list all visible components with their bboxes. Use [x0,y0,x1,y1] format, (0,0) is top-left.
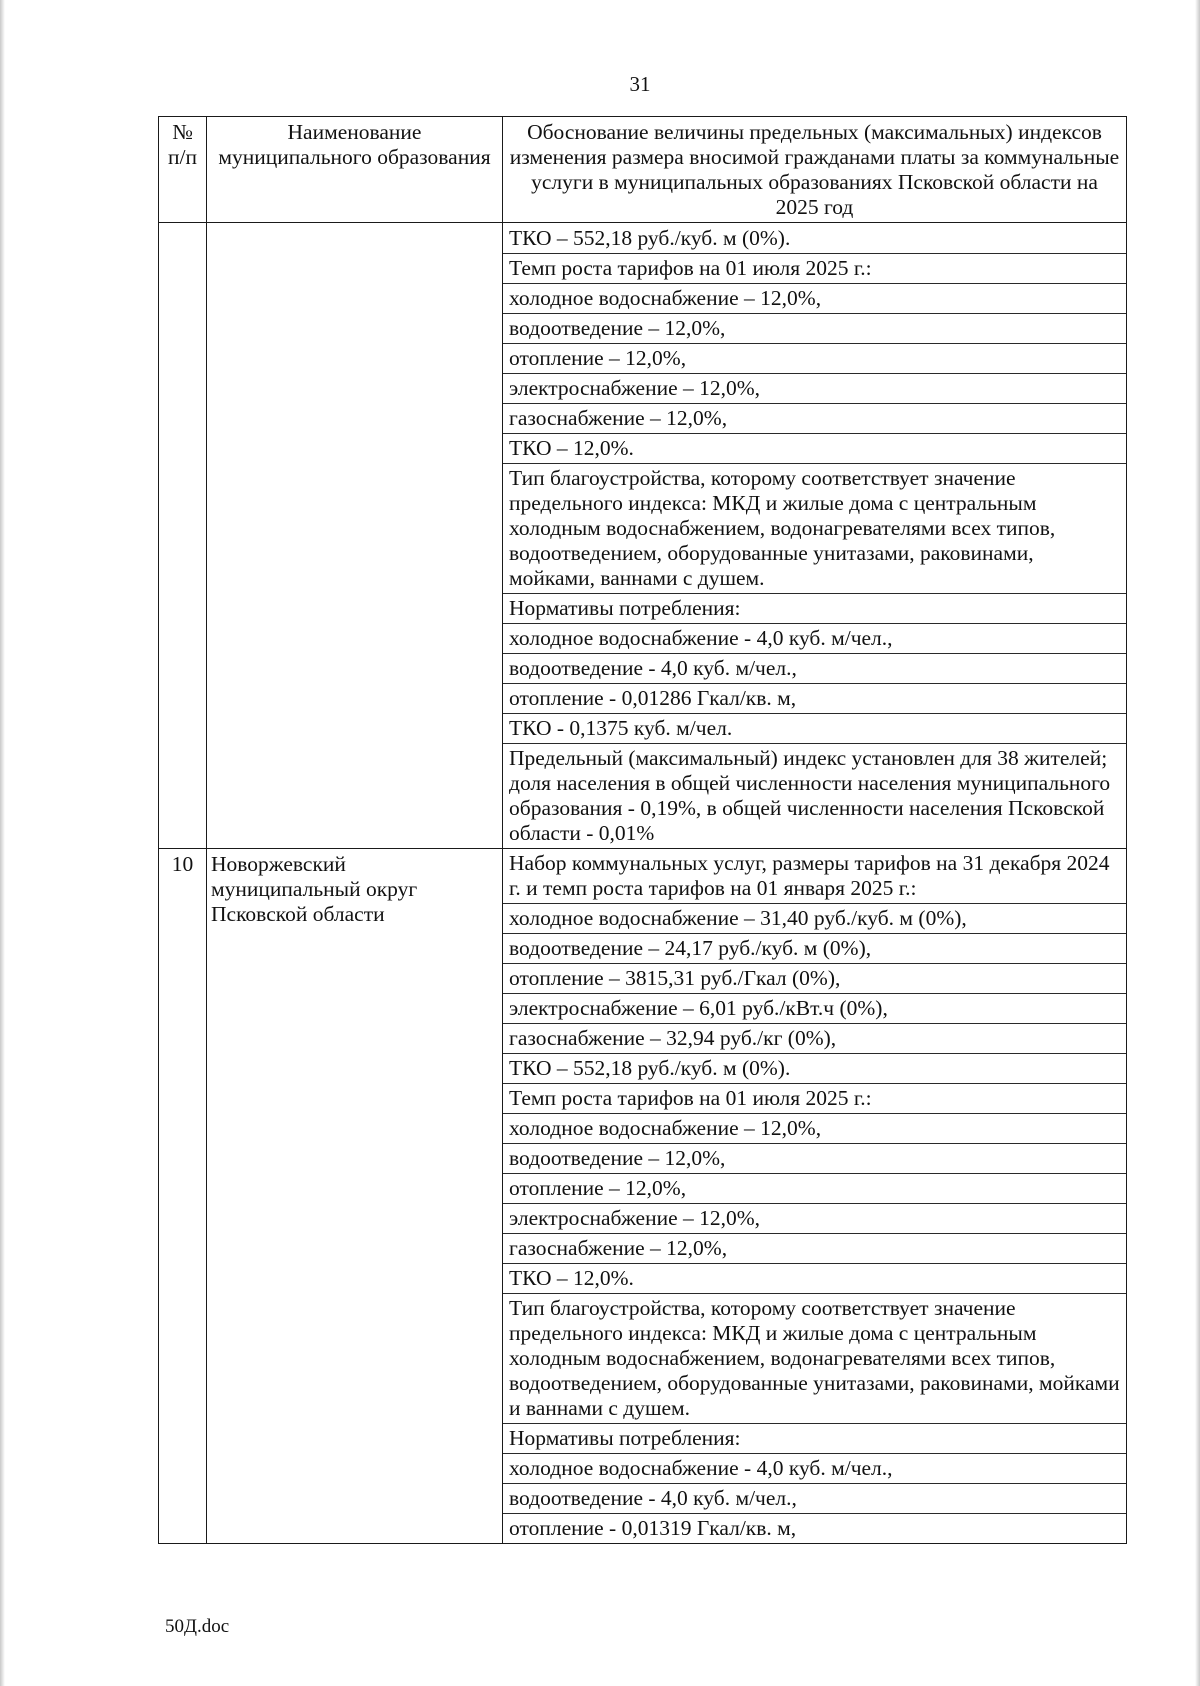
basis-paragraph: Набор коммунальных услуг, размеры тарифов на 31 декабря 2024 г. и темп роста тарифов на 01 января 2025 г.: [503,849,1126,904]
header-basis: Обоснование величины предельных (максимальных) индексов изменения размера вносимой гражданами платы за коммунальные услуги в муниципальных образованиях Псковской области на 2025 год [503,117,1127,223]
basis-line: газоснабжение – 12,0%, [503,1234,1126,1264]
basis-line: водоотведение – 12,0%, [503,314,1126,344]
table-row-novorzhevsky [159,849,1127,1544]
basis-line: водоотведение – 24,17 руб./куб. м (0%), [503,934,1126,964]
row-basis [503,223,1127,849]
basis-line: холодное водоснабжение – 12,0%, [503,1114,1126,1144]
basis-line: отопление - 0,01319 Гкал/кв. м, [509,1516,797,1540]
basis-line: Темп роста тарифов на 01 июля 2025 г.: [503,1084,1126,1114]
row-basis [503,849,1127,1544]
basis-line: холодное водоснабжение - 4,0 куб. м/чел., [503,624,1126,654]
footer-filename: 50Д.doc [165,1616,230,1637]
basis-line: водоотведение - 4,0 куб. м/чел., [503,654,1126,684]
basis-paragraph: Тип благоустройства, которому соответствует значение предельного индекса: МКД и жилые дома с центральным холодным водоснабжением, водонагревателями всех типов, водоотведением, оборудованные унитазами, раковинами, мойками, ваннами с душем. [503,464,1126,594]
basis-line: ТКО - 0,1375 куб. м/чел. [503,714,1126,744]
basis-line: отопление – 12,0%, [503,344,1126,374]
basis-line: ТКО – 12,0%. [503,1264,1126,1294]
header-num: № п/п [159,117,207,223]
basis-line: ТКО – 12,0%. [503,434,1126,464]
basis-paragraph: Предельный (максимальный) индекс установлен для 38 жителей; доля населения в общей численности населения муниципального образования - 0,19%, в общей численности населения Псковской области - 0,01% [509,746,1111,845]
scan-edge-left [0,0,5,1686]
tariff-index-table [158,116,1127,1544]
basis-line: электроснабжение – 12,0%, [503,1204,1126,1234]
basis-line: Нормативы потребления: [503,594,1126,624]
basis-line: холодное водоснабжение - 4,0 куб. м/чел., [503,1454,1126,1484]
table-header-row [159,117,1127,223]
basis-line: отопление – 12,0%, [503,1174,1126,1204]
basis-line: Нормативы потребления: [503,1424,1126,1454]
basis-line: водоотведение - 4,0 куб. м/чел., [503,1484,1126,1514]
basis-line: ТКО – 552,18 руб./куб. м (0%). [503,223,1126,254]
page-number: 31 [629,72,651,96]
table-row-continuation [159,223,1127,849]
basis-line: Темп роста тарифов на 01 июля 2025 г.: [503,254,1126,284]
basis-line: газоснабжение – 32,94 руб./кг (0%), [503,1024,1126,1054]
row-num: 10 [159,849,207,1544]
basis-line: газоснабжение – 12,0%, [503,404,1126,434]
row-num [159,223,207,849]
scan-edge-right [1195,0,1200,1686]
basis-line: холодное водоснабжение – 12,0%, [503,284,1126,314]
row-name [207,223,503,849]
basis-line: отопление - 0,01286 Гкал/кв. м, [503,684,1126,714]
basis-line: холодное водоснабжение – 31,40 руб./куб. м (0%), [503,904,1126,934]
basis-paragraph: Тип благоустройства, которому соответствует значение предельного индекса: МКД и жилые дома с центральным холодным водоснабжением, водонагревателями всех типов, водоотведением, оборудованные унитазами, раковинами, мойками и ваннами с душем. [503,1294,1126,1424]
basis-line: ТКО – 552,18 руб./куб. м (0%). [503,1054,1126,1084]
basis-line: электроснабжение – 6,01 руб./кВт.ч (0%), [503,994,1126,1024]
row-name: Новоржевский муниципальный округ Псковской области [207,849,503,1544]
basis-line: водоотведение – 12,0%, [503,1144,1126,1174]
basis-line: отопление – 3815,31 руб./Гкал (0%), [503,964,1126,994]
header-name: Наименование муниципального образования [207,117,503,223]
basis-line: электроснабжение – 12,0%, [503,374,1126,404]
